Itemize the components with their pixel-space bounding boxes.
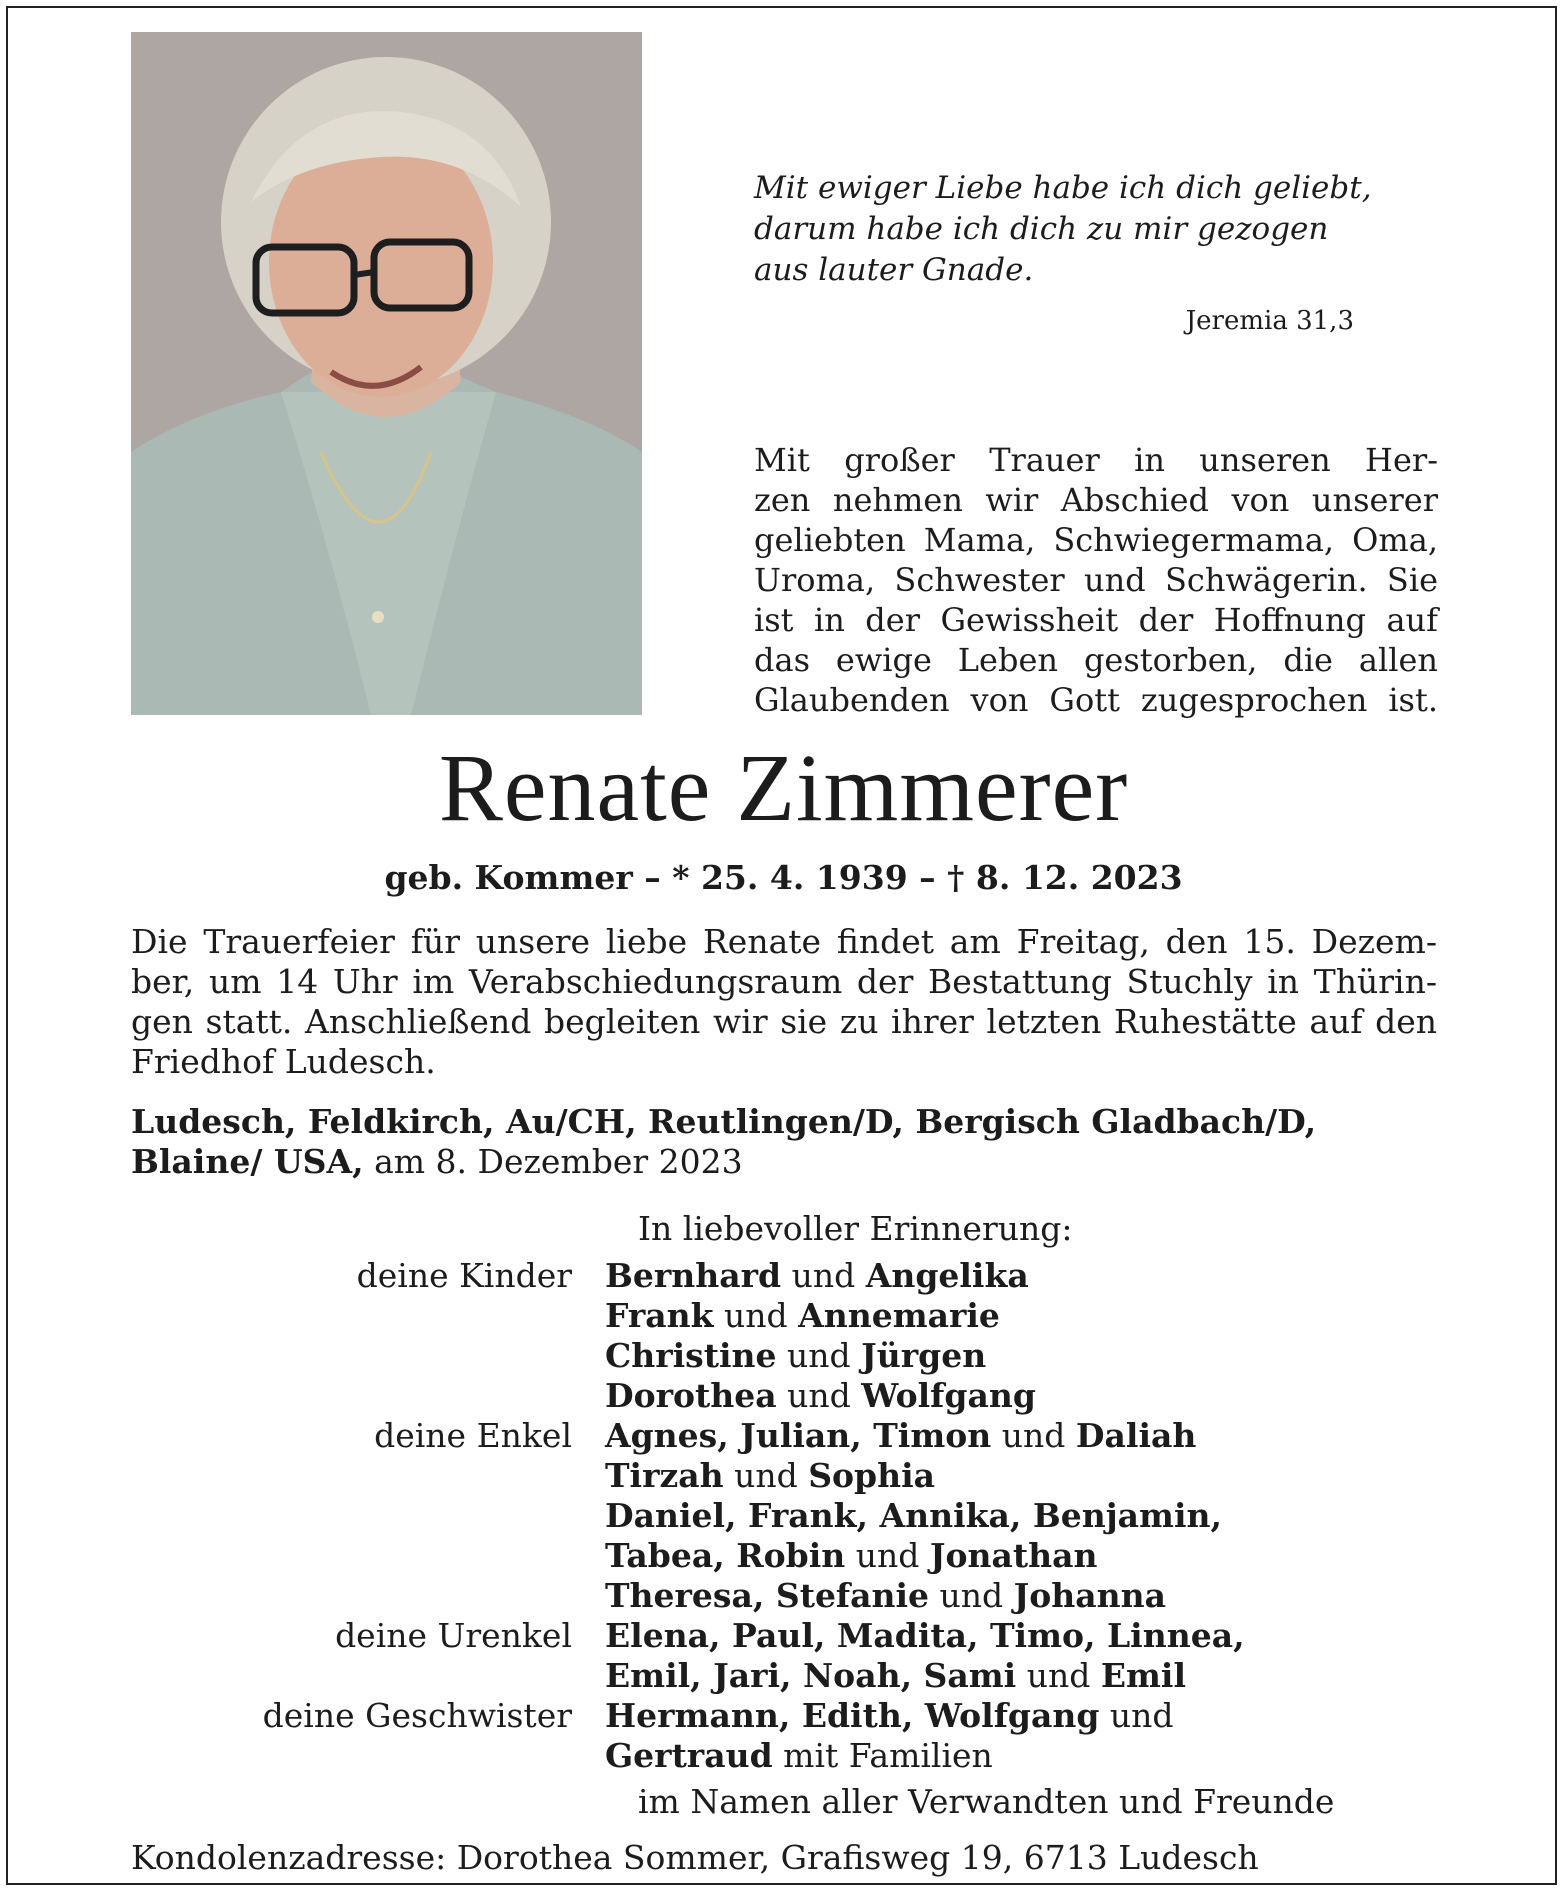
- connector-text: und: [723, 1456, 809, 1495]
- relative-names: [605, 1296, 1567, 1336]
- relative-name: Tabea, Robin: [605, 1536, 846, 1575]
- bible-quote: [754, 168, 1394, 291]
- ceremony-line: Friedhof Ludesch.: [131, 1042, 436, 1081]
- quote-line: aus lauter Gnade.: [754, 252, 1034, 288]
- connector-text: und: [713, 1296, 799, 1335]
- connector-text: und: [781, 1256, 866, 1295]
- relation-label: deine Geschwister: [262, 1696, 572, 1735]
- intro-line: Mit großer Trauer in unseren Her-: [754, 441, 1438, 479]
- portrait-photo: [131, 32, 642, 715]
- relative-name: Annemarie: [798, 1296, 1000, 1335]
- ceremony-text: [131, 922, 1437, 1082]
- relative-name: Dorothea: [605, 1376, 777, 1415]
- relative-name: Jürgen: [861, 1336, 987, 1375]
- relative-name: Theresa, Stefanie: [605, 1576, 930, 1615]
- intro-line: Glaubenden von Gott zugesprochen ist.: [754, 681, 1438, 719]
- connector-text: mit Familien: [772, 1736, 993, 1775]
- connector-text: und: [929, 1576, 1014, 1615]
- intro-line: Uroma, Schwester und Schwägerin. Sie: [754, 561, 1438, 599]
- ceremony-line: gen statt. Anschließend begleiten wir sie zu ihrer letzten Ruhestätte auf den: [131, 1002, 1437, 1041]
- birth-death-dates: geb. Kommer – * 25. 4. 1939 – † 8. 12. 2023: [384, 858, 1183, 897]
- family-row: [0, 1576, 1567, 1616]
- deceased-name: Renate Zimmerer: [438, 734, 1129, 841]
- family-row: [0, 1496, 1567, 1536]
- family-row: [0, 1416, 1567, 1456]
- connector-text: und: [991, 1416, 1076, 1455]
- relative-names: [605, 1416, 1567, 1456]
- relative-name: Emil: [1100, 1656, 1186, 1695]
- portrait-illustration: [131, 32, 642, 715]
- relation-label: [0, 1536, 605, 1576]
- relative-name: Emil, Jari, Noah, Sami: [605, 1656, 1017, 1695]
- relation-label: deine Urenkel: [335, 1616, 572, 1655]
- relative-names: [605, 1576, 1567, 1616]
- relation-label: deine Enkel: [374, 1416, 572, 1455]
- family-row: [0, 1696, 1567, 1736]
- relation-label: [0, 1496, 605, 1536]
- family-row: [0, 1296, 1567, 1336]
- family-row: [0, 1456, 1567, 1496]
- relative-names: [605, 1256, 1567, 1296]
- family-row: [0, 1616, 1567, 1656]
- places-line-bold: Blaine/ USA,: [131, 1142, 364, 1181]
- relative-names: [605, 1536, 1567, 1576]
- relative-name: Hermann, Edith, Wolfgang: [605, 1696, 1100, 1735]
- ceremony-line: ber, um 14 Uhr im Verabschiedungsraum der Bestattung Stuchly in Thürin-: [131, 962, 1437, 1001]
- relative-name: Johanna: [1013, 1576, 1167, 1615]
- family-row: [0, 1376, 1567, 1416]
- relative-name: Tirzah: [605, 1456, 724, 1495]
- death-date-line: am 8. Dezember 2023: [363, 1142, 743, 1181]
- connector-text: und: [845, 1536, 930, 1575]
- relative-name: Bernhard: [605, 1256, 782, 1295]
- relative-name: Agnes, Julian, Timon: [605, 1416, 992, 1455]
- relative-names: [605, 1336, 1567, 1376]
- relative-name: Daniel, Frank, Annika, Benjamin,: [605, 1496, 1222, 1535]
- relative-names: [605, 1496, 1567, 1536]
- relation-label: [0, 1456, 605, 1496]
- family-row: [0, 1736, 1567, 1776]
- relative-name: Sophia: [808, 1456, 936, 1495]
- ceremony-line: Die Trauerfeier für unsere liebe Renate findet am Freitag, den 15. Dezem-: [131, 922, 1437, 961]
- relation-label: [0, 1576, 605, 1616]
- memory-heading: In liebevoller Erinnerung:: [638, 1209, 1073, 1248]
- relation-label: [0, 1336, 605, 1376]
- connector-text: und: [1099, 1696, 1174, 1735]
- condolence-address: Kondolenzadresse: Dorothea Sommer, Grafisweg 19, 6713 Ludesch: [131, 1838, 1259, 1877]
- places-and-date: [131, 1102, 1471, 1182]
- relative-name: Wolfgang: [861, 1376, 1036, 1415]
- intro-line: geliebten Mama, Schwiegermama, Oma,: [754, 521, 1438, 559]
- quote-reference: Jeremia 31,3: [1185, 306, 1354, 336]
- relative-names: [605, 1656, 1567, 1696]
- family-row: [0, 1656, 1567, 1696]
- family-row: [0, 1536, 1567, 1576]
- relative-names: [605, 1456, 1567, 1496]
- family-list: [0, 1256, 1567, 1776]
- family-row: [0, 1336, 1567, 1376]
- intro-line: zen nehmen wir Abschied von unserer: [754, 481, 1438, 519]
- connector-text: und: [776, 1336, 862, 1375]
- intro-line: ist in der Gewissheit der Hoffnung auf: [754, 601, 1438, 639]
- relative-name: Christine: [605, 1336, 777, 1375]
- places-line: Ludesch, Feldkirch, Au/CH, Reutlingen/D, Bergisch Gladbach/D,: [131, 1102, 1317, 1141]
- quote-line: Mit ewiger Liebe habe ich dich geliebt,: [754, 170, 1372, 206]
- relative-name: Jonathan: [929, 1536, 1098, 1575]
- relative-name: Gertraud: [605, 1736, 773, 1775]
- relative-names: [605, 1696, 1567, 1736]
- relation-label: [0, 1736, 605, 1776]
- relative-names: [605, 1736, 1567, 1776]
- relative-name: Elena, Paul, Madita, Timo, Linnea,: [605, 1616, 1245, 1655]
- closing-line: im Namen aller Verwandten und Freunde: [638, 1782, 1335, 1821]
- relation-label: deine Kinder: [356, 1256, 572, 1295]
- connector-text: und: [1016, 1656, 1101, 1695]
- relative-names: [605, 1376, 1567, 1416]
- relation-label: [0, 1296, 605, 1336]
- relation-label: [0, 1376, 605, 1416]
- relation-label: [0, 1656, 605, 1696]
- quote-line: darum habe ich dich zu mir gezogen: [754, 211, 1329, 247]
- relative-name: Angelika: [865, 1256, 1029, 1295]
- connector-text: und: [776, 1376, 862, 1415]
- relative-name: Daliah: [1075, 1416, 1197, 1455]
- relative-name: Frank: [605, 1296, 714, 1335]
- intro-text: [754, 440, 1438, 720]
- relative-names: [605, 1616, 1567, 1656]
- intro-line: das ewige Leben gestorben, die allen: [754, 641, 1438, 679]
- family-row: [0, 1256, 1567, 1296]
